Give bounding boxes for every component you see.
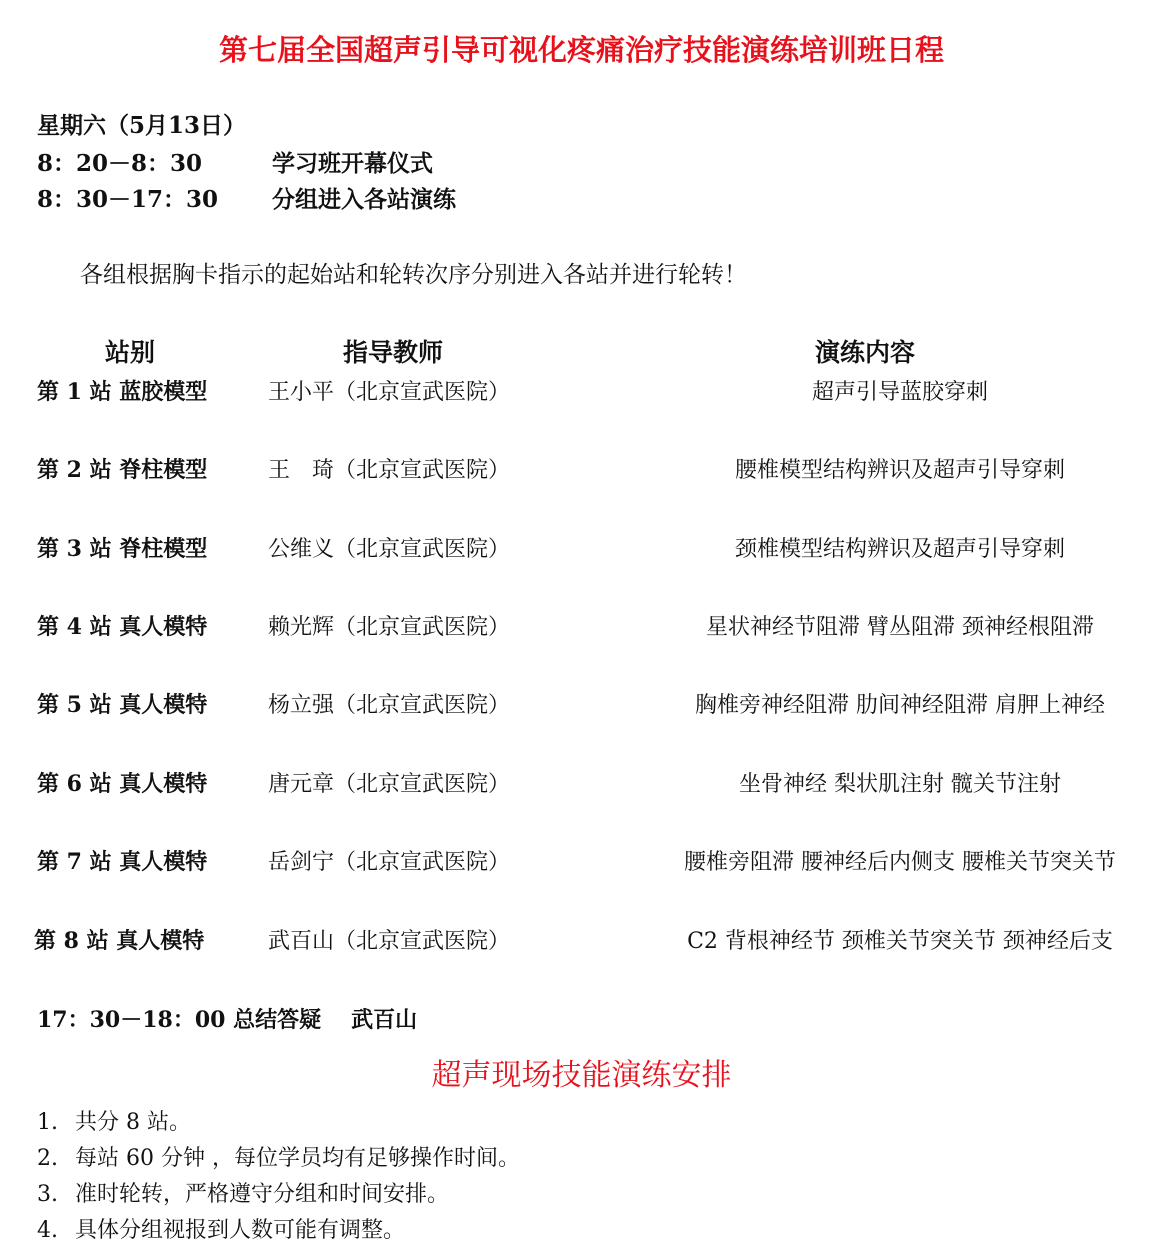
teacher-cell: 王小平（北京宣武医院） <box>268 380 511 405</box>
content-cell: 星状神经节阻滞 臂丛阻滞 颈神经根阻滞 <box>706 615 1094 640</box>
content-cell: 腰椎模型结构辨识及超声引导穿刺 <box>734 458 1065 483</box>
note-number: 3. <box>37 1182 58 1207</box>
day-heading: 星期六（5月13日） <box>37 112 247 139</box>
station-cell: 第 7 站 真人模特 <box>37 849 208 875</box>
content-cell: 腰椎旁阻滞 腰神经后内侧支 腰椎关节突关节 <box>684 850 1116 875</box>
note-number: 4. <box>37 1218 58 1243</box>
instruction-text: 各组根据胸卡指示的起始站和轮转次序分别进入各站并进行轮转！ <box>80 262 747 288</box>
section-subtitle: 超声现场技能演练安排 <box>431 1058 732 1093</box>
schedule-row <box>37 181 456 214</box>
header-content: 演练内容 <box>815 338 916 367</box>
schedule-row <box>37 145 433 178</box>
note-number: 1. <box>37 1110 58 1135</box>
station-cell: 第 8 站 真人模特 <box>34 928 205 954</box>
content-cell: 超声引导蓝胶穿刺 <box>811 380 988 405</box>
schedule-time: 8：30－17：30 <box>37 186 219 213</box>
list-item <box>37 1141 520 1177</box>
list-item <box>37 1177 520 1213</box>
summary-event: 总结答疑 <box>233 1007 322 1033</box>
summary-person: 武百山 <box>351 1007 418 1033</box>
note-text: 每站 60 分钟 ，每位学员均有足够操作时间。 <box>75 1146 520 1171</box>
content-cell: 坐骨神经 梨状肌注射 髋关节注射 <box>739 772 1061 797</box>
station-cell: 第 5 站 真人模特 <box>37 692 208 718</box>
note-number: 2. <box>37 1146 58 1171</box>
teacher-cell: 杨立强（北京宣武医院） <box>268 693 511 718</box>
header-teacher: 指导教师 <box>343 338 444 367</box>
summary-time: 17：30－18：00 <box>37 1007 226 1033</box>
list-item <box>37 1213 520 1249</box>
page-title: 第七届全国超声引导可视化疼痛治疗技能演练培训班日程 <box>218 33 944 67</box>
teacher-cell: 武百山（北京宣武医院） <box>268 929 511 954</box>
notes-list <box>37 1105 520 1249</box>
teacher-cell: 唐元章（北京宣武医院） <box>268 772 511 797</box>
note-text: 具体分组视报到人数可能有调整。 <box>75 1218 406 1243</box>
schedule-event: 分组进入各站演练 <box>272 186 456 213</box>
schedule-event: 学习班开幕仪式 <box>272 150 433 177</box>
note-text: 准时轮转，严格遵守分组和时间安排。 <box>75 1182 450 1207</box>
station-cell: 第 6 站 真人模特 <box>37 771 208 797</box>
teacher-cell: 岳剑宁（北京宣武医院） <box>268 850 511 875</box>
header-station: 站别 <box>105 338 156 367</box>
content-cell: 颈椎模型结构辨识及超声引导穿刺 <box>734 537 1065 562</box>
summary-row <box>37 1003 417 1034</box>
station-cell: 第 3 站 脊柱模型 <box>37 536 208 562</box>
teacher-cell: 赖光辉（北京宣武医院） <box>268 615 511 640</box>
content-cell: 胸椎旁神经阻滞 肋间神经阻滞 肩胛上神经 <box>695 693 1105 718</box>
station-cell: 第 2 站 脊柱模型 <box>37 457 208 483</box>
list-item <box>37 1105 520 1141</box>
station-cell: 第 1 站 蓝胶模型 <box>37 379 208 405</box>
teacher-cell: 公维义（北京宣武医院） <box>268 537 511 562</box>
teacher-cell: 王 琦（北京宣武医院） <box>268 458 511 483</box>
note-text: 共分 8 站。 <box>75 1110 191 1135</box>
schedule-time: 8：20－8：30 <box>37 150 203 177</box>
station-cell: 第 4 站 真人模特 <box>37 614 208 640</box>
content-cell: C2 背根神经节 颈椎关节突关节 颈神经后支 <box>687 929 1113 954</box>
